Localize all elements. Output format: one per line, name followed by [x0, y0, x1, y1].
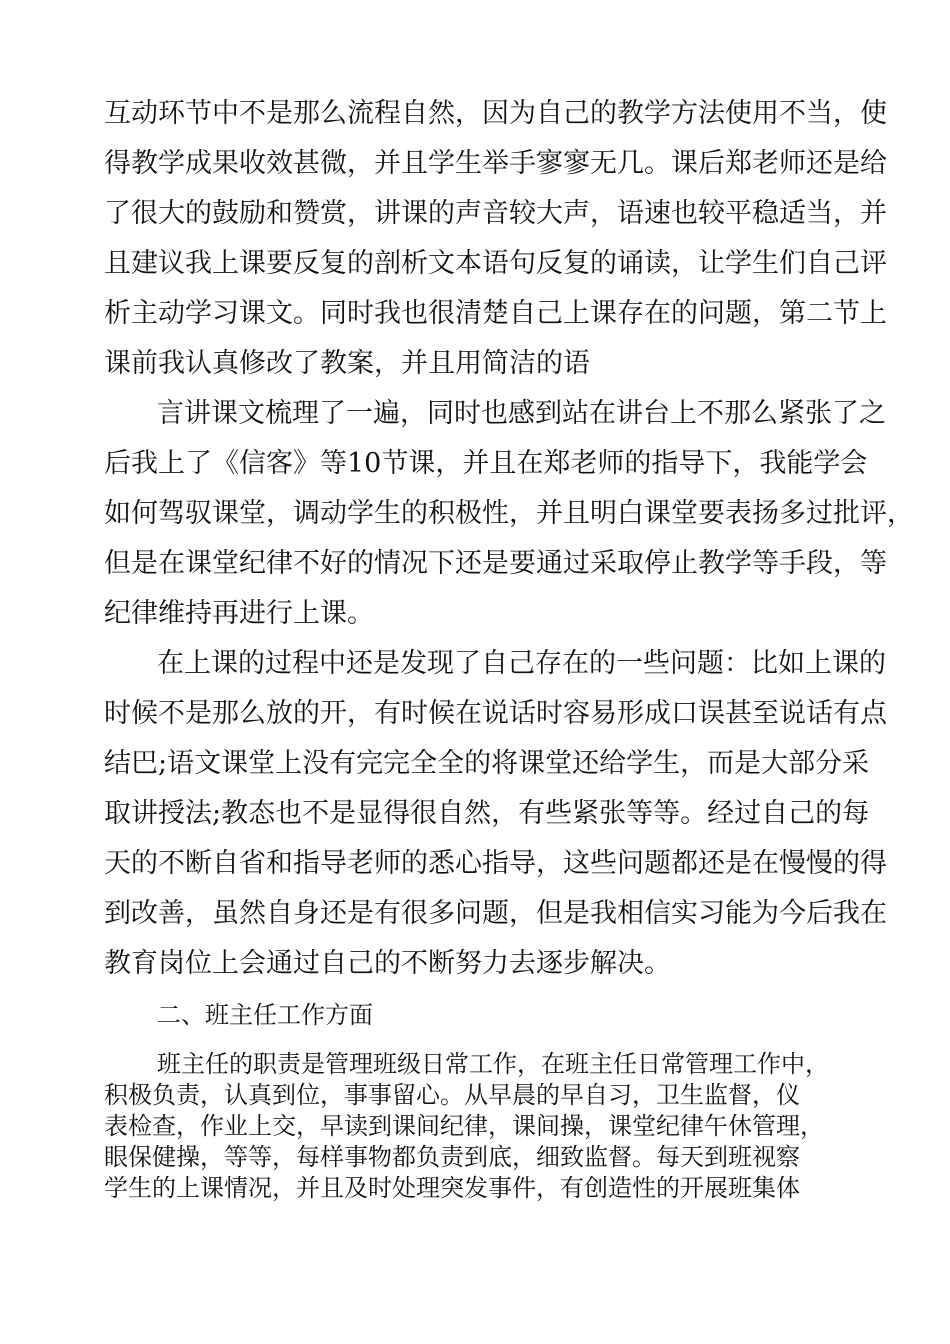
text-line: 纪律维持再进行上课。	[104, 598, 374, 629]
text-line: 取讲授法;教态也不是显得很自然，有些紧张等等。经过自己的每	[104, 798, 870, 829]
text-line: 在上课的过程中还是发现了自己存在的一些问题：比如上课的	[157, 648, 886, 679]
text-line: 学生的上课情况，并且及时处理突发事件，有创造性的开展班集体	[104, 1174, 800, 1202]
text-line: 教育岗位上会通过自己的不断努力去逐步解决。	[104, 948, 671, 979]
text-line: 课前我认真修改了教案，并且用简洁的语	[104, 348, 590, 379]
text-line: 天的不断自省和指导老师的悉心指导，这些问题都还是在慢慢的得	[104, 848, 887, 879]
text-line: 如何驾驭课堂，调动学生的积极性，并且明白课堂要表扬多过批评，	[104, 498, 914, 529]
text-line: 表检查，作业上交，早读到课间纪律，课间操，课堂纪律午休管理，	[104, 1112, 824, 1140]
text-line: 到改善，虽然自身还是有很多问题，但是我相信实习能为今后我在	[104, 898, 887, 929]
text-line: 但是在课堂纪律不好的情况下还是要通过采取停止教学等手段，等	[104, 548, 887, 579]
text-line: 言讲课文梳理了一遍，同时也感到站在讲台上不那么紧张了之	[157, 398, 886, 429]
text-line: 眼保健操，等等，每样事物都负责到底，细致监督。每天到班视察	[104, 1143, 800, 1171]
section-heading: 二、班主任工作方面	[157, 1001, 373, 1029]
text-line: 了很大的鼓励和赞赏，讲课的声音较大声，语速也较平稳适当，并	[104, 198, 887, 229]
text-line: 析主动学习课文。同时我也很清楚自己上课存在的问题，第二节上	[104, 298, 887, 329]
text-line: 时候不是那么放的开，有时候在说话时容易形成口误甚至说话有点	[104, 698, 887, 729]
text-line: 积极负责，认真到位，事事留心。从早晨的早自习，卫生监督，仪	[104, 1081, 800, 1109]
text-line: 互动环节中不是那么流程自然，因为自己的教学方法使用不当，使	[104, 98, 887, 129]
text-line: 班主任的职责是管理班级日常工作，在班主任日常管理工作中，	[157, 1050, 829, 1078]
text-line: 后我上了《信客》等10节课，并且在郑老师的指导下，我能学会	[104, 448, 868, 479]
text-line: 结巴;语文课堂上没有完完全全的将课堂还给学生，而是大部分采	[104, 748, 870, 779]
text-line: 且建议我上课要反复的剖析文本语句反复的诵读，让学生们自己评	[104, 248, 887, 279]
text-line: 得教学成果收效甚微，并且学生举手寥寥无几。课后郑老师还是给	[104, 148, 887, 179]
